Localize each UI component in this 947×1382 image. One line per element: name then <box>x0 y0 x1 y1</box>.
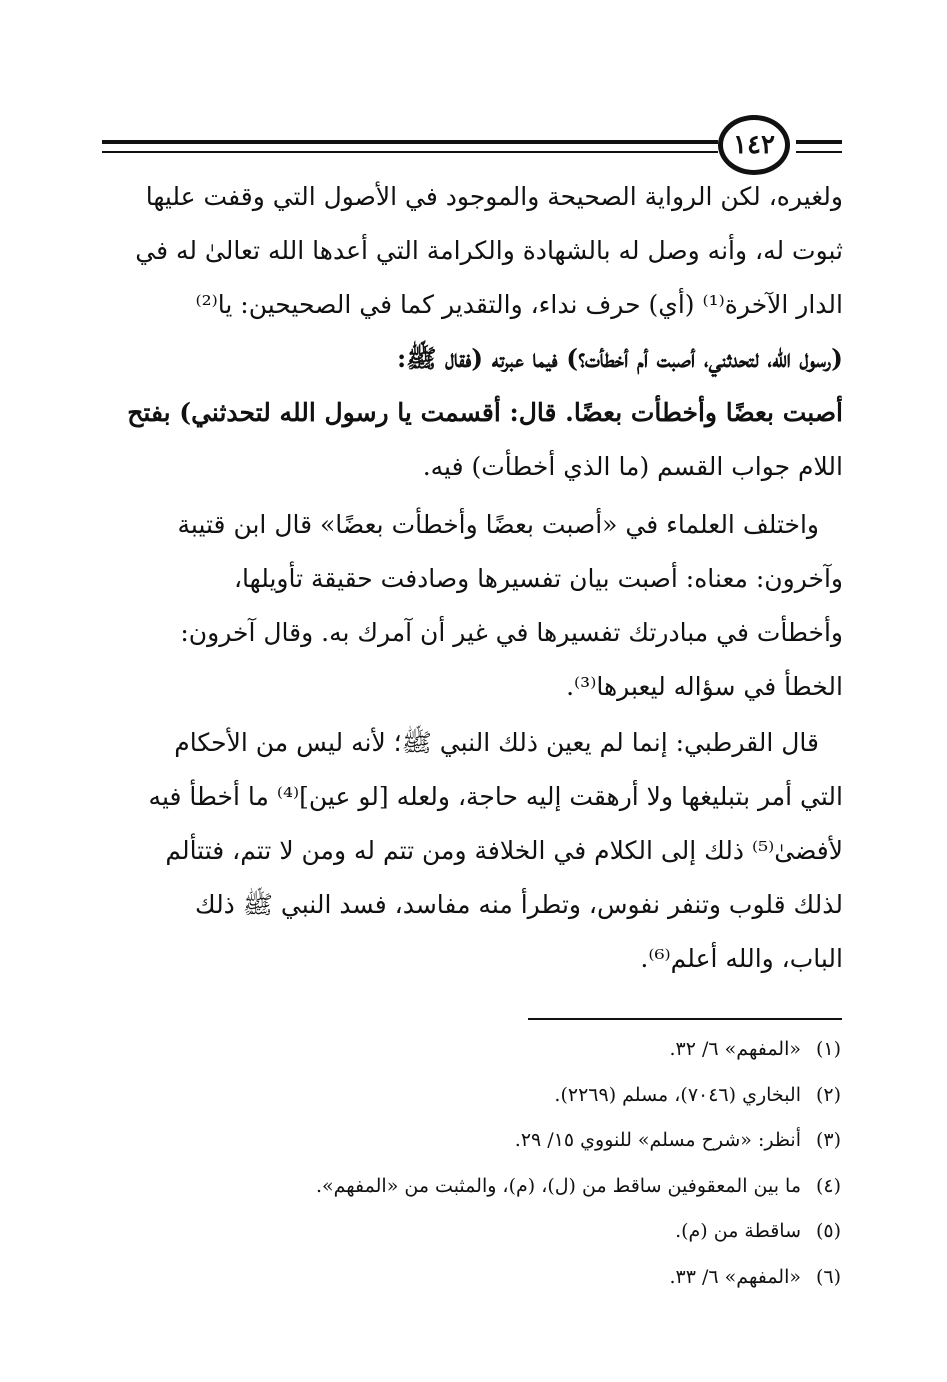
footnote-number: (٣) <box>815 1129 841 1151</box>
text-line: التي أمر بتبليغها ولا أرهقت إليه حاجة، ولعله [لو عين]⁽⁴⁾ ما أخطأ فيه <box>148 782 843 811</box>
text-line: الباب، والله أعلم⁽⁶⁾. <box>640 944 843 973</box>
text-line: قال القرطبي: إنما لم يعين ذلك النبي ﷺ؛ لأنه ليس من الأحكام <box>174 728 819 757</box>
text-line: اللام جواب القسم (ما الذي أخطأت) فيه. <box>422 452 843 481</box>
text-line: وآخرون: معناه: أصبت بيان تفسيرها وصادفت حقيقة تأويلها، <box>233 564 843 593</box>
footnote-number: (١) <box>815 1038 841 1060</box>
text-line: لأفضىٰ⁽⁵⁾ ذلك إلى الكلام في الخلافة ومن تتم له ومن لا تتم، فتتألم <box>165 836 843 865</box>
header-rule <box>796 151 842 153</box>
text-line: ولغيره، لكن الرواية الصحيحة والموجود في الأصول التي وقفت عليها <box>145 182 843 211</box>
text-line: الدار الآخرة⁽¹⁾ (أي) حرف نداء، والتقدير كما في الصحيحين: يا⁽²⁾ <box>195 290 843 319</box>
footnote-separator <box>528 1018 842 1020</box>
footnote-number: (٢) <box>815 1083 841 1106</box>
header-rule <box>796 140 842 144</box>
footnote-text: «المفهم» ٦/ ٣٢. <box>669 1038 801 1060</box>
text-line: وأخطأت في مبادرتك تفسيرها في غير أن آمرك به. وقال آخرون: <box>180 618 843 647</box>
page-number: ١٤٢ <box>718 115 790 175</box>
footnote-text: ساقطة من (م). <box>675 1220 801 1242</box>
text-line: لذلك قلوب وتنفر نفوس، وتطرأ منه مفاسد، فسد النبي ﷺ ذلك <box>195 890 843 919</box>
paragraph-2 <box>103 498 843 714</box>
text-line: واختلف العلماء في «أصبت بعضًا وأخطأت بعضًا» قال ابن قتيبة <box>177 510 819 539</box>
footnote-text: «المفهم» ٦/ ٣٣. <box>669 1265 801 1288</box>
paragraph-1 <box>103 170 843 494</box>
footnote-text: أنظر: «شرح مسلم» للنووي ١٥/ ٢٩. <box>514 1129 801 1151</box>
footnotes <box>103 1027 841 1300</box>
footnote-text: البخاري (٧٠٤٦)، مسلم (٢٢٦٩). <box>554 1083 801 1106</box>
footnote-number: (٦) <box>815 1265 841 1288</box>
text-line: (رسول الله، لتحدثني، أصبت أم أخطأت؟) فيما عبرته (فقال ﷺ: <box>397 344 843 373</box>
header-rule <box>102 151 718 153</box>
paragraph-3 <box>103 716 843 986</box>
footnote <box>103 1027 841 1073</box>
footnote <box>103 1255 841 1301</box>
footnote <box>103 1073 841 1119</box>
footnote-text: ما بين المعقوفين ساقط من (ل)، (م)، والمثبت من «المفهم». <box>315 1174 801 1197</box>
text-line: ثبوت له، وأنه وصل له بالشهادة والكرامة التي أعدها الله تعالىٰ له في <box>135 236 843 265</box>
text-line: أصبت بعضًا وأخطأت بعضًا. قال: أقسمت يا رسول الله لتحدثني) بفتح <box>127 398 843 427</box>
text-line: الخطأ في سؤاله ليعبرها⁽³⁾. <box>566 672 843 701</box>
footnote-number: (٤) <box>815 1174 841 1197</box>
header-rule <box>102 140 718 144</box>
footnote <box>103 1209 841 1255</box>
footnote-number: (٥) <box>815 1220 841 1242</box>
footnote <box>103 1164 841 1210</box>
footnote <box>103 1118 841 1164</box>
